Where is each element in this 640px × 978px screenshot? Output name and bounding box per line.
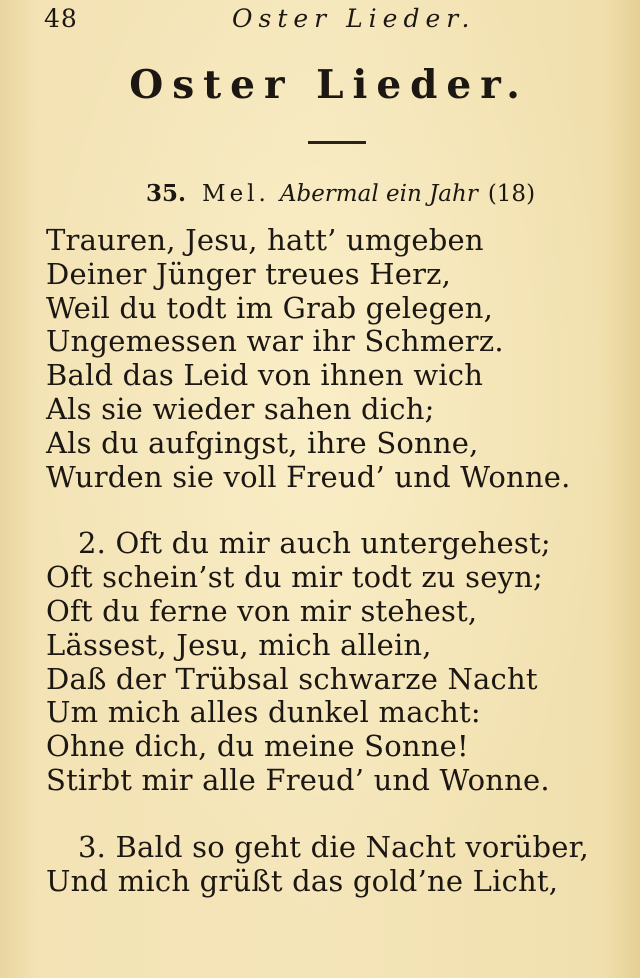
page-number: 48 xyxy=(44,4,78,33)
verse-line: Weil du todt im Grab gelegen, xyxy=(46,290,494,325)
verse-line: Bald das Leid von ihnen wich xyxy=(46,358,484,393)
verse-line: Oft du ferne von mir stehest, xyxy=(46,593,478,628)
hymn-number: 35. xyxy=(146,180,187,207)
verse-line: 2. Oft du mir auch untergehest; xyxy=(78,526,551,561)
verse-line: Stirbt mir alle Freud’ und Wonne. xyxy=(46,762,550,797)
verse-line: 3. Bald so geht die Nacht vorüber, xyxy=(78,829,589,864)
verse-line: Wurden sie voll Freud’ und Wonne. xyxy=(46,459,571,494)
stanza-2 xyxy=(46,527,626,797)
verses xyxy=(46,224,626,931)
verse-line: Oft schein’st du mir todt zu seyn; xyxy=(46,560,543,595)
verse-line: Als sie wieder sahen dich; xyxy=(46,391,435,426)
verse-line: Ohne dich, du meine Sonne! xyxy=(46,729,469,764)
verse-line: Um mich alles dunkel macht: xyxy=(46,695,481,730)
verse-line: Lässest, Jesu, mich allein, xyxy=(46,627,432,662)
verse-line: Trauren, Jesu, hatt’ umgeben xyxy=(46,223,484,257)
running-head xyxy=(0,4,640,38)
stanza-3 xyxy=(46,831,626,899)
tune-name: Abermal ein Jahr xyxy=(279,181,478,207)
verse-line: Und mich grüßt das gold’ne Licht, xyxy=(46,863,559,898)
verse-line: Ungemessen war ihr Schmerz. xyxy=(46,324,504,359)
section-title: Oster Lieder. xyxy=(129,62,529,108)
verse-line: Als du aufgingst, ihre Sonne, xyxy=(46,425,479,460)
melody-label: Mel. xyxy=(202,181,270,207)
running-title: Oster Lieder. xyxy=(232,4,476,33)
tune-reference: (18) xyxy=(487,181,536,207)
hymn-header xyxy=(146,180,535,207)
stanza-1 xyxy=(46,224,626,494)
verse-line: Deiner Jünger treues Herz, xyxy=(46,256,452,291)
title-divider xyxy=(308,141,366,144)
verse-line: Daß der Trübsal schwarze Nacht xyxy=(46,661,538,696)
